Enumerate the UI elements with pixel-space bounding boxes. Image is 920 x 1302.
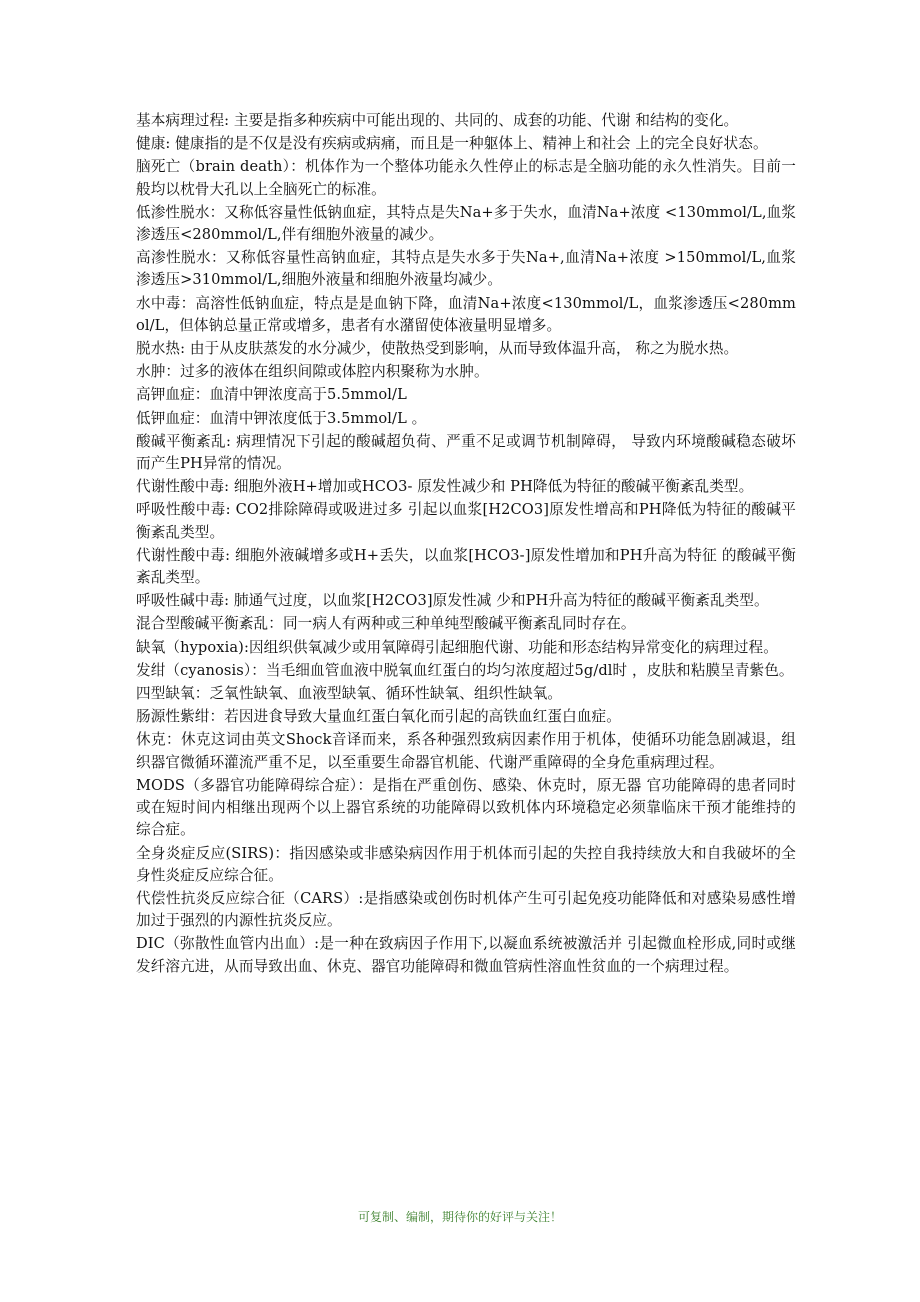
definition-entry: 水中毒：高溶性低钠血症，特点是是血钠下降，血清Na+浓度<130mmol/L，血浆渗透压<280mmol/L，但体钠总量正常或增多，患者有水潴留使体液量明显增多。 — [136, 294, 796, 334]
definition-entry: 基本病理过程: 主要是指多种疾病中可能出现的、共同的、成套的功能、代谢 和结构的变化。 — [136, 112, 739, 129]
definition-entry: 呼吸性酸中毒: CO2排除障碍或吸进过多 引起以血浆[H2CO3]原发性增高和PH降低为特征的酸碱平衡紊乱类型。 — [136, 501, 796, 541]
definition-entry: 高钾血症：血清中钾浓度高于5.5mmol/L — [136, 386, 407, 404]
definition-entry: 脱水热: 由于从皮肤蒸发的水分减少，使散热受到影响，从而导致体温升高， 称之为脱水热。 — [136, 340, 739, 358]
definition-entry: 低渗性脱水：又称低容量性低钠血症，其特点是失Na+多于失水，血清Na+浓度 <130mmol/L,血浆渗透压<280mmol/L,伴有细胞外液量的减少。 — [136, 203, 796, 244]
definition-entry: 缺氧（hypoxia):因组织供氧减少或用氧障碍引起细胞代谢、功能和形态结构异常变化的病理过程。 — [136, 638, 778, 656]
page-footer: 可复制、编制，期待你的好评与关注！ — [357, 1210, 562, 1224]
definition-entry: 水肿：过多的液体在组织间隙或体腔内积聚称为水肿。 — [136, 363, 489, 381]
definition-entry: 代谢性酸中毒: 细胞外液碱增多或H+丢失，以血浆[HCO3-]原发性增加和PH升高为特征 的酸碱平衡紊乱类型。 — [136, 546, 796, 587]
definition-entry: 低钾血症：血清中钾浓度低于3.5mmol/L 。 — [136, 409, 427, 427]
definition-entry: 休克：休克这词由英文Shock音译而来，系各种强烈致病因素作用于机体，使循环功能急剧减退，组织器官微循环灌流严重不足，以至重要生命器官机能、代谢严重障碍的全身危重病理过程。 — [136, 731, 796, 771]
definition-entry: MODS（多器官功能障碍综合症）：是指在严重创伤、感染、休克时，原无器 官功能障碍的患者同时或在短时间内相继出现两个以上器官系统的功能障碍以致机体内环境稳定必须靠临床干预才能维持的综合症。 — [136, 776, 796, 839]
definition-entry: 肠源性紫绀：若因进食导致大量血红蛋白氧化而引起的高铁血红蛋白血症。 — [136, 708, 621, 726]
definition-entry: 健康: 健康指的是不仅是没有疾病或病痛，而且是一种躯体上、精神上和社会 上的完全良好状态。 — [136, 135, 768, 153]
definition-entry: 四型缺氧：乏氧性缺氧、血液型缺氧、循环性缺氧、组织性缺氧。 — [136, 685, 563, 703]
definition-entry: 脑死亡（brain death）：机体作为一个整体功能永久性停止的标志是全脑功能的永久性消失。目前一般均以枕骨大孔以上全脑死亡的标准。 — [136, 158, 796, 198]
definition-entry: 高渗性脱水：又称低容量性高钠血症，其特点是失水多于失Na+,血清Na+浓度 >150mmol/L,血浆渗透压>310mmol/L,细胞外液量和细胞外液量均减少。 — [136, 249, 796, 289]
definition-entry: 发绀（cyanosis）：当毛细血管血液中脱氧血红蛋白的均匀浓度超过5g/dl时 ，皮肤和粘膜呈青紫色。 — [136, 661, 794, 679]
definition-entry: 酸碱平衡紊乱: 病理情况下引起的酸碱超负荷、严重不足或调节机制障碍， 导致内环境酸碱稳态破坏而产生PH异常的情况。 — [136, 432, 796, 473]
definition-entry: DIC（弥散性血管内出血）:是一种在致病因子作用下,以凝血系统被激活并 引起微血栓形成,同时或继发纤溶亢进，从而导致出血、休克、器官功能障碍和微血管病性溶血性贫血的一个病理过程。 — [136, 935, 796, 975]
document-body — [136, 110, 796, 979]
definition-entry: 代谢性酸中毒: 细胞外液H+增加或HCO3- 原发性减少和 PH降低为特征的酸碱平衡紊乱类型。 — [136, 478, 754, 496]
definition-entry: 呼吸性碱中毒: 肺通气过度，以血浆[H2CO3]原发性减 少和PH升高为特征的酸碱平衡紊乱类型。 — [136, 592, 769, 610]
definition-entry: 代偿性抗炎反应综合征（CARS）:是指感染或创伤时机体产生可引起免疫功能降低和对感染易感性增加过于强烈的内源性抗炎反应。 — [136, 889, 796, 930]
definition-entry: 全身炎症反应(SIRS)：指因感染或非感染病因作用于机体而引起的失控自我持续放大和自我破坏的全身性炎症反应综合征。 — [136, 844, 796, 884]
definition-entry: 混合型酸碱平衡紊乱：同一病人有两种或三种单纯型酸碱平衡紊乱同时存在。 — [136, 615, 636, 633]
